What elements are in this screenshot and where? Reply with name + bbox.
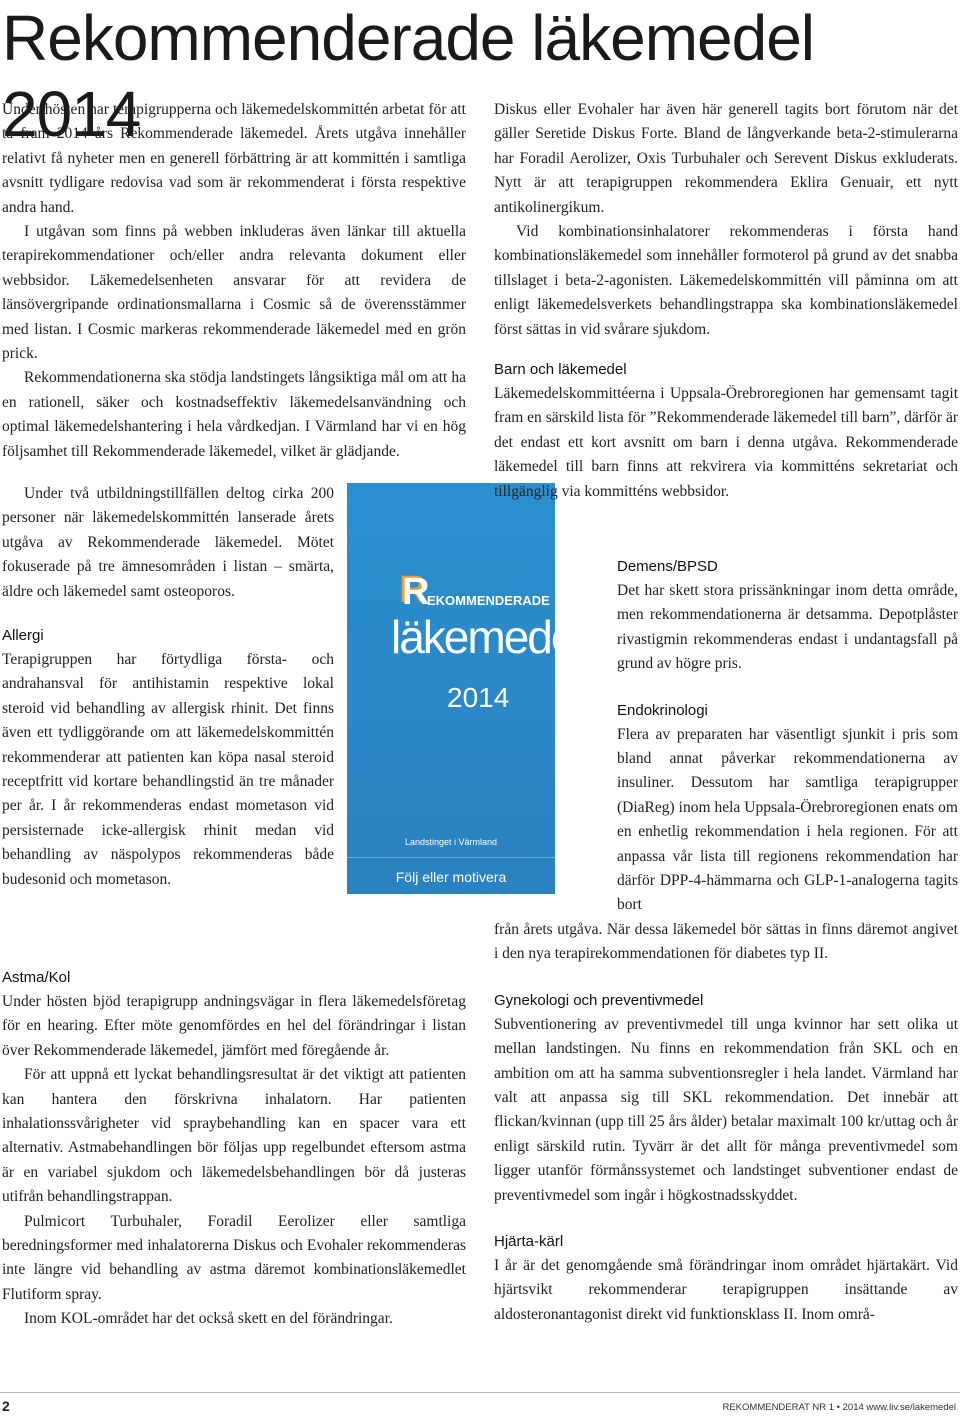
astma-paragraph-4: Inom KOL-området har det också skett en del förändringar. bbox=[24, 1310, 393, 1328]
demens-paragraph: Det har skett stora prissänkningar inom detta område, men rekommendationerna är detsamma. Depotplåster rivastigmin rekommenderas endast i undantagsfall på grund av högre pris. bbox=[617, 582, 958, 673]
left-column-top bbox=[2, 98, 466, 464]
cover-divider bbox=[347, 857, 555, 858]
footer-rule bbox=[0, 1392, 960, 1393]
goals-paragraph: Rekommendationerna ska stödja landstingets långsiktiga mål om att ha en rationell, säker och kostnadseffektiv läkemedelsanvändning och optimal läkemedelshantering i hela vårdkedjan. I Värmland har vi en hög följsamhet till Rekommenderade läkemedel, vilket är glädjande. bbox=[2, 369, 466, 460]
page-title: Rekommenderade läkemedel 2014 bbox=[2, 2, 814, 150]
education-paragraph: Under två utbildningstillfällen deltog cirka 200 personer när läkemedelskommittén lanserade årets utgåva av Rekommenderade läkemedel. Mötet fokuserade på tre ämnesområden i listan – smärta, äldre och läkemedel samt osteoporos. bbox=[2, 485, 334, 600]
endokrinologi-heading: Endokrinologi bbox=[617, 701, 708, 719]
allergi-heading: Allergi bbox=[2, 627, 44, 645]
cover-region: Landstinget i Värmland bbox=[404, 837, 498, 847]
gynekologi-paragraph: Subventionering av preventivmedel till unga kvinnor har sett olika ut mellan landstingen. Nu finns en rekommendation från SKL och en ambition om att ha samma subventionsregler i hela landet. Värmland har valt att anpassa sig till SKL rekommendation. Det innebär att flickan/kvinnan (upp till 25 års ålder) betalar maximalt 100 kr/uttag och år enligt särskild rutin. Tyvärr är det allt för många preventivmedel som ligger utanför förmånssystemet och landstinget subventioner endast de preventivmedel som ingår i högkostnadsskyddet. bbox=[494, 1015, 958, 1204]
kombination-paragraph: Vid kombinationsinhalatorer rekommenderas i första hand kombinationsläkemedel som innehåller formoterol på grund av det snabba tillslaget i beta-2-agonisten. Läkemedelskommittén vill påminna om att enligt läkemedelsverkets behandlingstrappa ska kombinationsläkemedel först sättas in vid svårare sjukdom. bbox=[494, 223, 958, 338]
right-column-top bbox=[494, 98, 958, 504]
cover-brand: EKOMMENDERADE bbox=[427, 593, 550, 608]
astma-paragraph-1: Under hösten bjöd terapigrupp andningsvägar in flera läkemedelsföretag för en hearing. Efter möte genomfördes en hel del förändringar i listan över Rekommenderade läkemedel, jämfört med föregående år. bbox=[2, 993, 466, 1059]
demens-heading: Demens/BPSD bbox=[617, 558, 718, 575]
gynekologi-heading: Gynekologi och preventivmedel bbox=[494, 991, 704, 1009]
barn-paragraph: Läkemedelskommittéerna i Uppsala-Örebroregionen har gemensamt tagit fram en särskild lista för ”Rekommenderade läkemedel till barn”, därför är det endast ett kort avsnitt om barn i denna utgåva. Rekommenderade läkemedel till barn finns att rekvirera via kommitténs sekretariat och tillgänglig via kommitténs webbsidor. bbox=[494, 385, 958, 500]
allergi-paragraph: Terapigruppen har förtydliga första- och andrahansval för antihistamin respektive lokal steroid vid behandling av allergisk rhinit. Det finns även ett tydliggörande om att läkemedelskommittén rekommenderar att patienten kan köpa nasal steroid receptfritt vid kortare behandlingstid än tre månader per år. I år rekommenderas endast mometason vid persisternade icke-allergisk rhinit medan vid behandling av näspolypos rekommenderas både budesonid och mometason. bbox=[2, 651, 334, 888]
endokrinologi-paragraph: Flera av preparaten har väsentligt sjunkit i pris som bland annat påverkar rekommendationerna av insuliner. Dessutom har samtliga terapigrupper (DiaReg) inom hela Uppsala-Örebroregionen enats om en enhetlig rekommendation i hela regionen. För att anpassa vår lista till regionens rekommendation har därför DPP-4-hämmarna och GLP-1-analogerna tagits bort bbox=[617, 725, 958, 914]
diskus-paragraph: Diskus eller Evohaler har även här generell tagits bort förutom när det gäller Seretide Diskus Forte. Bland de långverkande beta-2-stimulerarna har Foradil Aerolizer, Oxis Turbuhaler och Serevent Diskus exkluderats. Nytt är att terapigruppen rekommendera Eklira Genuair, ett nytt antikolinergikum. bbox=[494, 101, 958, 216]
cover-motto: Följ eller motivera bbox=[395, 869, 507, 885]
intro-paragraph: Under hösten har terapigrupperna och läkemedelskommittén arbetat för att ta fram 2014 års Rekommenderade läkemedel. Årets utgåva innehåller relativt få nyheter men en generell förbättring är att kommittén i samtliga avsnitt tydligare redovisa vad som är rekommenderat i första respektive andra hand. bbox=[2, 101, 466, 216]
endokrinologi-continued: från årets utgåva. När dessa läkemedel bör sättas in finns däremot angivet i den nya terapirekommendationen för diabetes typ II. bbox=[494, 921, 958, 963]
right-column-narrow bbox=[617, 555, 958, 918]
astma-heading: Astma/Kol bbox=[2, 969, 71, 986]
hjarta-paragraph: I år är det genomgående små förändringar inom området hjärtakärt. Vid hjärtsvikt rekommenderar terapigruppen insättande av aldosteronantagonist direkt vid funktionsklass II. Inom områ- bbox=[494, 1257, 958, 1323]
page-number: 2 bbox=[2, 1398, 10, 1414]
left-column-narrow bbox=[2, 482, 334, 892]
hjarta-heading: Hjärta-kärl bbox=[494, 1233, 564, 1251]
left-column-bottom bbox=[2, 966, 466, 1332]
astma-paragraph-3: Pulmicort Turbuhaler, Foradil Eerolizer eller samtliga beredningsformer med inhalatorerna Diskus och Evohaler rekommenderas inte längre vid behandling av astma däremot kombinationsläkemedlet Flutiform spray. bbox=[2, 1212, 466, 1303]
astma-paragraph-2: För att uppnå ett lyckat behandlingsresultat är det viktigt att patienten kan hantera den förskrivna inhalatorn. Har patienten inhalationssvårigheter vid spraybehandling kan en spacer vara ett alternativ. Astmabehandlingen bör följas upp regelbundet eftersom astma är en variabel sjukdom och läkemedelsbehandlingen bör då justeras utifrån behandlingstrappan. bbox=[2, 1066, 466, 1206]
footer-text: REKOMMENDERAT NR 1 • 2014 www.liv.se/lakemedel bbox=[722, 1402, 956, 1413]
web-paragraph: I utgåvan som finns på webben inkluderas även länkar till aktuella terapirekommendationer och/eller andra relevanta dokument eller webbsidor. Läkemedelsenheten ansvarar för att revidera de länsövergripande ordinationsmallarna i Cosmic så de överensstämmer med listan. I Cosmic markeras rekommenderade läkemedel med en grön prick. bbox=[2, 223, 466, 363]
cover-word: läkemedel bbox=[391, 611, 583, 663]
cover-logo-letter: R bbox=[402, 571, 430, 613]
barn-heading: Barn och läkemedel bbox=[494, 361, 627, 379]
cover-image bbox=[347, 483, 583, 894]
cover-year: 2014 bbox=[447, 682, 510, 713]
right-column-bottom bbox=[494, 918, 958, 1327]
